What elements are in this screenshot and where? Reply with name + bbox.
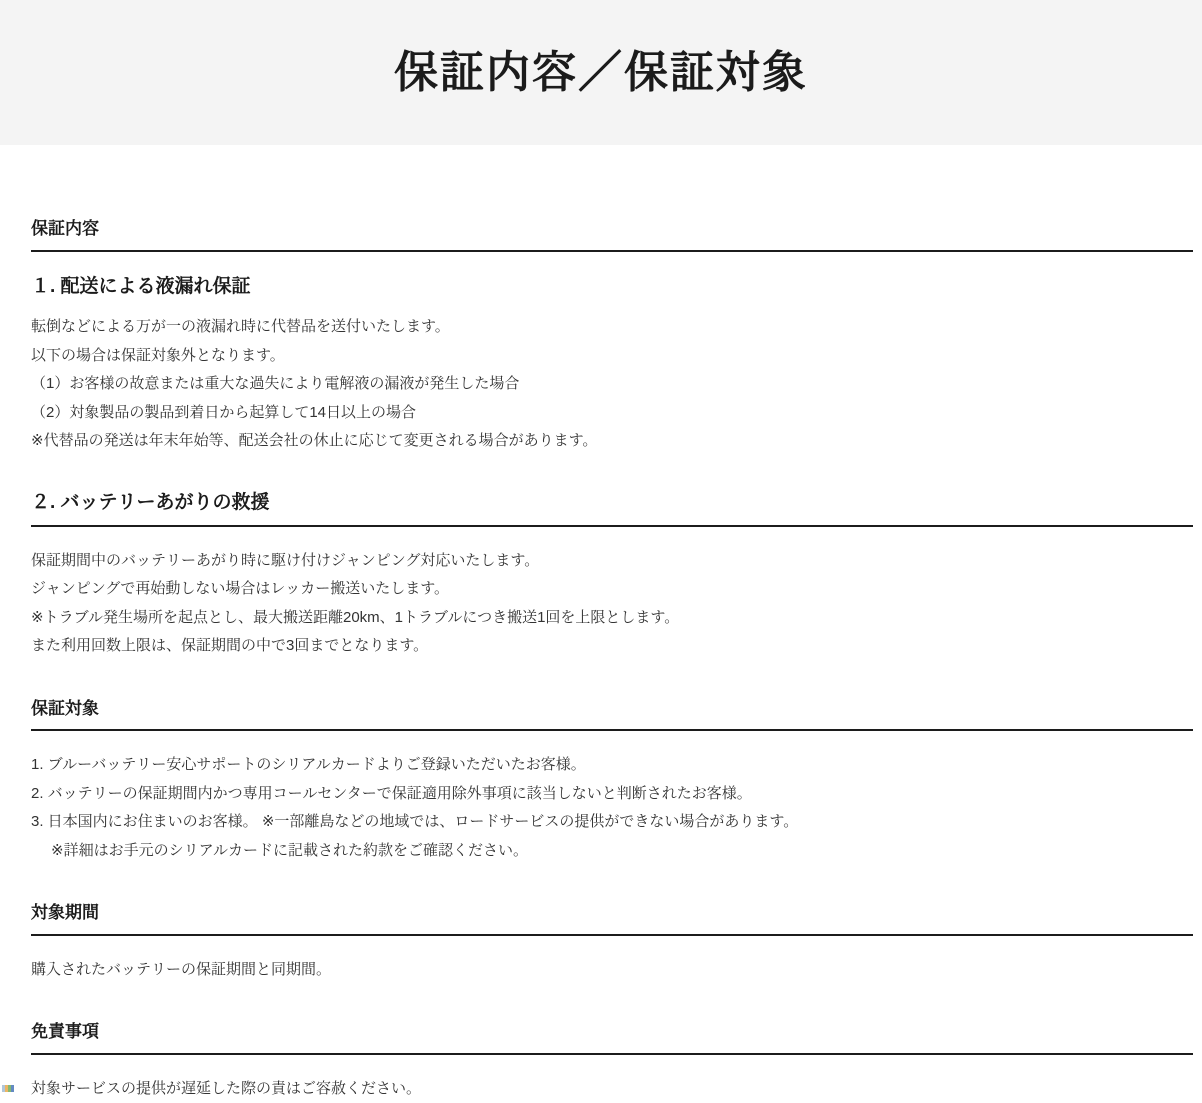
paragraph-line: （2）対象製品の製品到着日から起算して14日以上の場合 xyxy=(31,403,417,421)
section-warranty-target xyxy=(31,699,1193,866)
page-banner xyxy=(0,0,1202,145)
disclaimer-paragraphs xyxy=(31,1075,1193,1103)
target-period-paragraphs xyxy=(31,956,1193,985)
leak-warranty-heading: １. 配送による液漏れ保証 xyxy=(31,275,251,297)
warranty-target-heading: 保証対象 xyxy=(31,699,1193,732)
paragraph-line: また利用回数上限は、保証期間の中で3回までとなります。 xyxy=(31,637,429,655)
disclaimer-heading: 免責事項 xyxy=(31,1022,1193,1055)
warranty-content-heading: 保証内容 xyxy=(31,219,1193,252)
page-content xyxy=(0,219,1202,1103)
paragraph-line: 以下の場合は保証対象外となります。 xyxy=(31,346,285,364)
jumpstart-rescue-paragraphs xyxy=(31,547,1193,661)
list-item: 2. バッテリーの保証期間内かつ専用コールセンターで保証適用除外事項に該当しないと判断されたお客様。 xyxy=(31,784,752,802)
paragraph-line: ※トラブル発生場所を起点とし、最大搬送距離20km、1トラブルにつき搬送1回を上限とします。 xyxy=(31,608,680,626)
list-note: ※詳細はお手元のシリアルカードに記載された約款をご確認ください。 xyxy=(51,841,528,859)
paragraph-line: 保証期間中のバッテリーあがり時に駆け付けジャンピング対応いたします。 xyxy=(31,551,540,569)
paragraph-line: 購入されたバッテリーの保証期間と同期間。 xyxy=(31,960,332,978)
jumpstart-rescue-heading: ２. バッテリーあがりの救援 xyxy=(31,492,1193,527)
paragraph-line: （1）お客様の故意または重大な過失により電解液の漏液が発生した場合 xyxy=(31,375,520,393)
paragraph-line: ジャンピングで再始動しない場合はレッカー搬送いたします。 xyxy=(31,580,450,598)
section-target-period xyxy=(31,903,1193,984)
paragraph-line: 対象サービスの提供が遅延した際の責はご容赦ください。 xyxy=(31,1079,422,1097)
warranty-target-list xyxy=(31,751,1193,865)
page-title: 保証内容／保証対象 xyxy=(394,47,808,97)
list-item: 3. 日本国内にお住まいのお客様。 ※一部離島などの地域では、ロードサービスの提供ができない場合があります。 xyxy=(31,813,799,831)
paragraph-line: ※代替品の発送は年末年始等、配送会社の休止に応じて変更される場合があります。 xyxy=(31,432,598,450)
list-item: 1. ブルーバッテリー安心サポートのシリアルカードよりご登録いただいたお客様。 xyxy=(31,756,586,774)
section-warranty-content xyxy=(31,219,1193,661)
leak-warranty-paragraphs xyxy=(31,313,1193,456)
target-period-heading: 対象期間 xyxy=(31,903,1193,936)
corner-cutoff-artifact xyxy=(2,1085,14,1092)
paragraph-line: 転倒などによる万が一の液漏れ時に代替品を送付いたします。 xyxy=(31,318,450,336)
section-disclaimer xyxy=(31,1022,1193,1103)
